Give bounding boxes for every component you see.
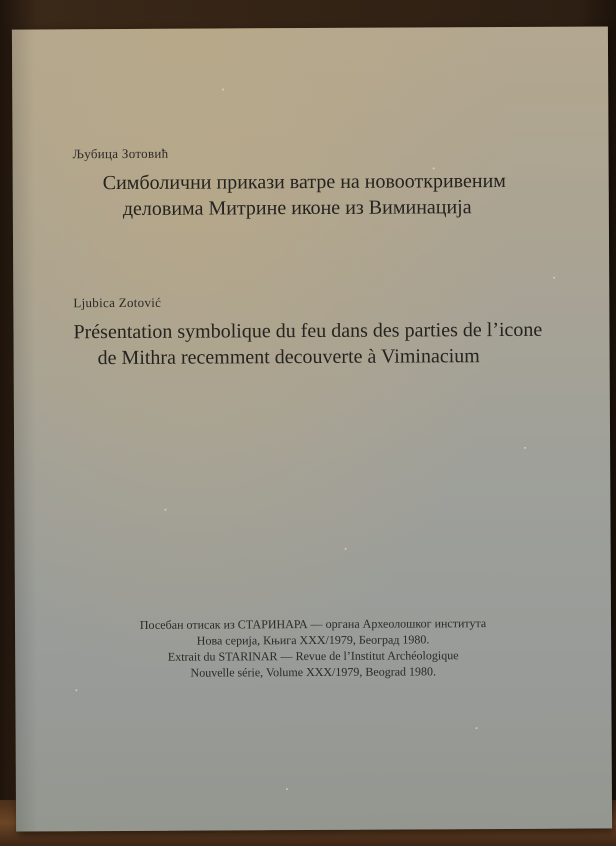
- offprint-note: [15, 614, 611, 681]
- title-cyrillic-line-1: Симболични прикази ватре на новооткривеним: [102, 169, 506, 195]
- author-cyrillic: Љубица Зотовић: [72, 145, 169, 162]
- offprint-note-french-line-1: Extrait du STARINAR — Revue de l’Institut Archéologique: [167, 648, 459, 664]
- title-latin-line-2: de Mithra recemment decouverte à Viminacium: [97, 345, 480, 370]
- title-latin-line-1: Présentation symbolique du feu dans des parties de l’icone: [73, 318, 543, 344]
- offprint-note-french-line-2: Nouvelle série, Volume XXX/1979, Beograd 1980.: [190, 664, 437, 680]
- paper-fleck: [553, 277, 555, 279]
- paper-fleck: [345, 548, 347, 550]
- offprint-note-serbian-line-2: Нова серија, Књига XXX/1979, Београд 1980.: [196, 632, 430, 648]
- paper-fleck: [222, 88, 224, 90]
- paper-fleck: [524, 447, 526, 449]
- offprint-note-serbian-line-1: Посебан отисак из СТАРИНАРА — органа Археолошког института: [139, 616, 487, 632]
- paper-fleck: [75, 689, 77, 691]
- author-latin: Ljubica Zotović: [73, 294, 162, 311]
- paper-fleck: [476, 727, 478, 729]
- paper-fleck: [286, 788, 288, 790]
- title-cyrillic-line-2: деловима Митрине иконе из Виминација: [122, 196, 472, 220]
- paper-fleck: [164, 509, 166, 511]
- pamphlet-cover: [12, 26, 612, 831]
